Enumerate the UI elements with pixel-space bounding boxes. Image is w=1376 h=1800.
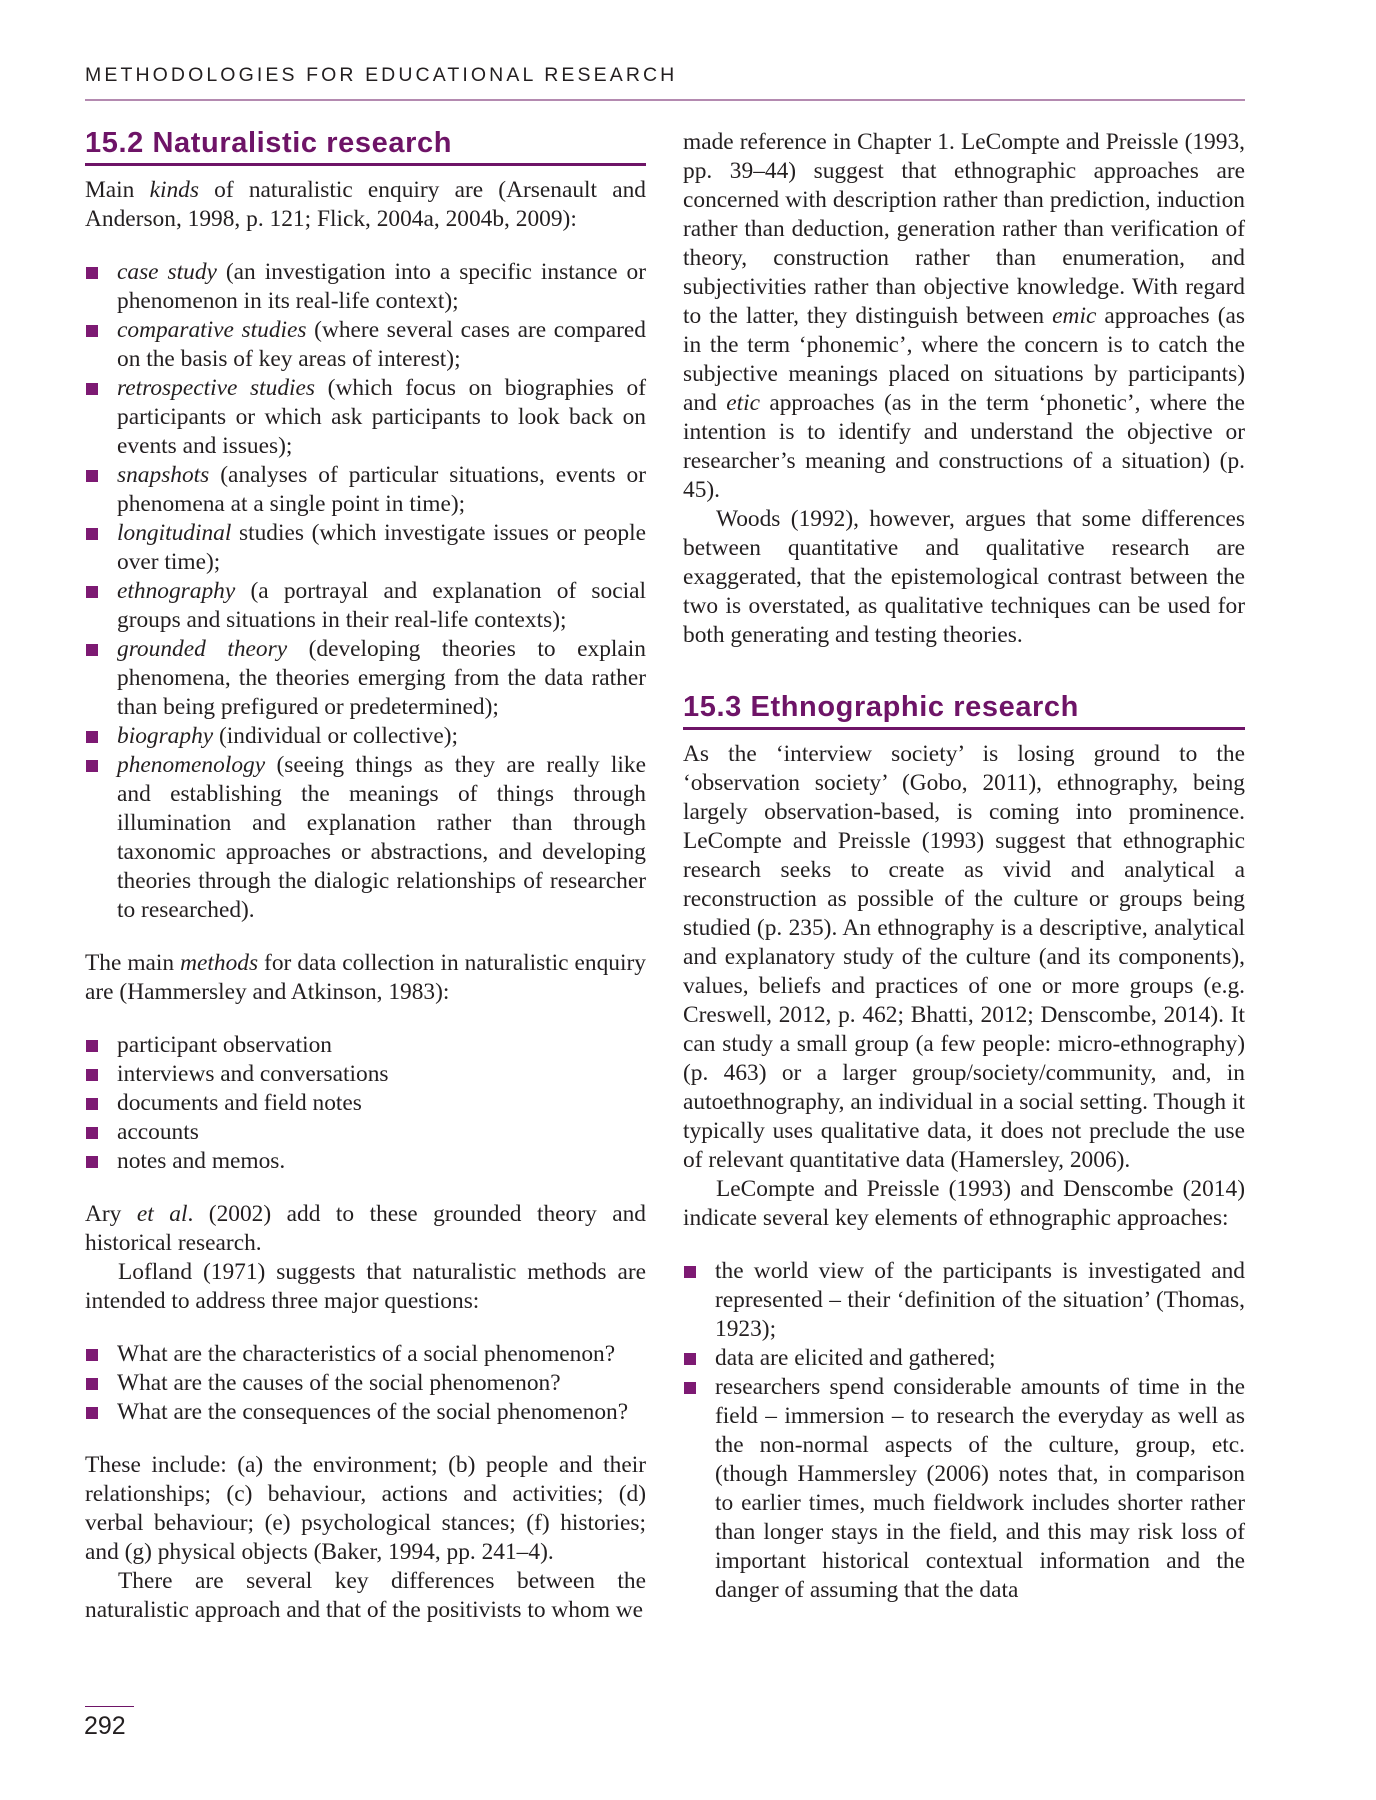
list-item xyxy=(85,1089,646,1118)
list-item xyxy=(85,1060,646,1089)
item-term: snapshots xyxy=(117,462,210,488)
item-text: studies (which investigate issues or people over time); xyxy=(117,520,646,575)
text: Main xyxy=(85,177,150,203)
list-item xyxy=(85,519,646,577)
square-bullet-icon xyxy=(86,644,98,656)
methods-list xyxy=(85,1031,646,1176)
item-text: (analyses of particular situations, events or phenomena at a single point in time); xyxy=(117,462,646,517)
square-bullet-icon xyxy=(86,586,98,598)
item-term: comparative studies xyxy=(117,317,307,343)
item-text: notes and memos. xyxy=(117,1148,286,1174)
item-term: case study xyxy=(117,259,217,285)
list-item xyxy=(85,1340,646,1369)
square-bullet-icon xyxy=(86,383,98,395)
continued-paragraph xyxy=(683,128,1245,505)
intro-paragraph xyxy=(85,176,646,234)
emphasis: methods xyxy=(180,950,259,976)
square-bullet-icon xyxy=(86,1349,98,1361)
square-bullet-icon xyxy=(86,470,98,482)
footer-rule xyxy=(85,1706,134,1707)
page-number: 292 xyxy=(84,1712,126,1740)
square-bullet-icon xyxy=(684,1382,696,1394)
list-item xyxy=(683,1373,1245,1605)
item-text: participant observation xyxy=(117,1032,332,1058)
list-item xyxy=(683,1344,1245,1373)
item-text: accounts xyxy=(117,1119,199,1145)
square-bullet-icon xyxy=(86,1378,98,1390)
emphasis: et al xyxy=(136,1201,188,1227)
item-text: What are the characteristics of a social phenomenon? xyxy=(117,1341,616,1367)
square-bullet-icon xyxy=(86,1156,98,1168)
list-item xyxy=(85,751,646,925)
questions-list xyxy=(85,1340,646,1427)
woods-paragraph: Woods (1992), however, argues that some differences between quantitative and qualitative research are exaggerated, that the epistemological contrast between the two is overstated, as qualitative techniques can be used for both generating and testing theories. xyxy=(683,506,1245,648)
header-rule xyxy=(85,99,1245,101)
item-term: biography xyxy=(117,723,214,749)
list-item xyxy=(85,1031,646,1060)
list-item xyxy=(85,258,646,316)
square-bullet-icon xyxy=(86,1098,98,1110)
item-text: (where several cases are compared on the basis of key areas of interest); xyxy=(117,317,646,372)
square-bullet-icon xyxy=(684,1266,696,1278)
ethnography-paragraph: As the ‘interview society’ is losing ground to the ‘observation society’ (Gobo, 2011), ethnography, being largely observation-based, is coming into prominence. LeCompte and Preissle (1993) suggest that ethnographic research seeks to create as vivid and analytical a reconstruction as possible of the culture or groups being studied (p. 235). An ethnography is a descriptive, analytical and explanatory study of the culture (and its components), values, beliefs and practices of one or more groups (e.g. Creswell, 2012, p. 462; Bhatti, 2012; Denscombe, 2014). It can study a small group (a few people: micro-ethnography) (p. 463) or a larger group/society/community, and, in autoethnography, an individual in a social setting. Though it typically uses qualitative data, it does not preclude the use of relevant quantitative data (Hamersley, 2006). xyxy=(683,741,1245,1173)
item-term: retrospective studies xyxy=(117,375,316,401)
emphasis: kinds xyxy=(149,177,199,203)
list-item xyxy=(85,1118,646,1147)
list-item xyxy=(85,635,646,722)
item-text: What are the consequences of the social phenomenon? xyxy=(117,1399,629,1425)
list-item xyxy=(683,1257,1245,1344)
item-text: (a portrayal and explanation of social groups and situations in their real-life contexts); xyxy=(117,578,646,633)
item-text: documents and field notes xyxy=(117,1090,362,1116)
item-term: longitudinal xyxy=(117,520,232,546)
item-term: phenomenology xyxy=(117,752,266,778)
square-bullet-icon xyxy=(86,325,98,337)
square-bullet-icon xyxy=(86,267,98,279)
ary-paragraph xyxy=(85,1200,646,1258)
square-bullet-icon xyxy=(684,1353,696,1365)
list-item xyxy=(85,374,646,461)
square-bullet-icon xyxy=(86,1407,98,1419)
square-bullet-icon xyxy=(86,1069,98,1081)
text: for data collection in naturalistic enquiry are (Hammersley and Atkinson, 1983): xyxy=(85,950,646,1005)
right-column xyxy=(683,128,1245,1629)
elements-intro: LeCompte and Preissle (1993) and Denscombe (2014) indicate several key elements of ethnographic approaches: xyxy=(683,1176,1245,1231)
item-text: (which focus on biographies of participants or which ask participants to look back on events and issues); xyxy=(117,375,646,459)
running-header: METHODOLOGIES FOR EDUCATIONAL RESEARCH xyxy=(85,64,678,86)
text: of naturalistic enquiry are (Arsenault and Anderson, 1998, p. 121; Flick, 2004a, 2004b, 2009): xyxy=(85,177,646,232)
item-text: data are elicited and gathered; xyxy=(715,1345,996,1371)
left-column xyxy=(85,126,646,1625)
item-text: interviews and conversations xyxy=(117,1061,389,1087)
item-text: (an investigation into a specific instance or phenomenon in its real-life context); xyxy=(117,259,646,314)
item-text: (seeing things as they are really like and establishing the meanings of things through illumination and explanation rather than through taxonomic approaches or abstractions, and developing theories through the dialogic relationships of researcher to researched). xyxy=(117,752,646,923)
list-item xyxy=(85,1398,646,1427)
text: Ary xyxy=(85,1201,137,1227)
text: approaches (as in the term ‘phonemic’, where the concern is to catch the subjective meanings placed on situations by participants) and xyxy=(683,303,1245,416)
square-bullet-icon xyxy=(86,1040,98,1052)
list-item xyxy=(85,1369,646,1398)
list-item xyxy=(85,461,646,519)
square-bullet-icon xyxy=(86,760,98,772)
item-text: researchers spend considerable amounts of time in the field – immersion – to research the everyday as well as the non-normal aspects of the culture, group, etc. (though Hammersley (2006) notes that, in comparison to earlier times, much fieldwork includes shorter rather than longer stays in the field, and this may risk loss of important historical contextual information and the danger of assuming that the data xyxy=(715,1374,1245,1603)
section-heading-15-2: 15.2 Naturalistic research xyxy=(85,126,646,166)
section-heading-15-3: 15.3 Ethnographic research xyxy=(683,690,1245,730)
item-text: (individual or collective); xyxy=(213,723,459,749)
emphasis: etic xyxy=(726,390,760,416)
square-bullet-icon xyxy=(86,731,98,743)
item-term: grounded theory xyxy=(117,636,288,662)
text: made reference in Chapter 1. LeCompte and Preissle (1993, pp. 39–44) suggest that ethnographic approaches are concerned with description rather than prediction, induction rather than deduction, generation rather than verification of theory, construction rather than enumeration, and subjectivities rather than objective knowledge. With regard to the latter, they distinguish between xyxy=(683,129,1245,329)
lofland-paragraph: Lofland (1971) suggests that naturalistic methods are intended to address three major questions: xyxy=(85,1259,646,1314)
differences-paragraph: There are several key differences between the naturalistic approach and that of the positivists to whom we xyxy=(85,1568,646,1623)
square-bullet-icon xyxy=(86,1127,98,1139)
item-text: (developing theories to explain phenomena, the theories emerging from the data rather than being prefigured or predetermined); xyxy=(117,636,646,720)
list-item xyxy=(85,1147,646,1176)
elements-list xyxy=(683,1257,1245,1605)
item-text: What are the causes of the social phenomenon? xyxy=(117,1370,561,1396)
square-bullet-icon xyxy=(86,528,98,540)
includes-paragraph: These include: (a) the environment; (b) people and their relationships; (c) behaviour, actions and activities; (d) verbal behaviour; (e) psychological stances; (f) histories; and (g) physical objects (Baker, 1994, pp. 241–4). xyxy=(85,1452,646,1565)
text: The main xyxy=(85,950,181,976)
text: . (2002) add to these grounded theory and historical research. xyxy=(85,1201,646,1256)
list-item xyxy=(85,722,646,751)
methods-intro xyxy=(85,949,646,1007)
text: approaches (as in the term ‘phonetic’, where the intention is to identify and understand the objective or researcher’s meaning and constructions of a situation) (p. 45). xyxy=(683,390,1245,503)
item-text: the world view of the participants is investigated and represented – their ‘definition of the situation’ (Thomas, 1923); xyxy=(715,1258,1245,1342)
kinds-list xyxy=(85,258,646,925)
list-item xyxy=(85,577,646,635)
list-item xyxy=(85,316,646,374)
emphasis: emic xyxy=(1052,303,1097,329)
item-term: ethnography xyxy=(117,578,236,604)
